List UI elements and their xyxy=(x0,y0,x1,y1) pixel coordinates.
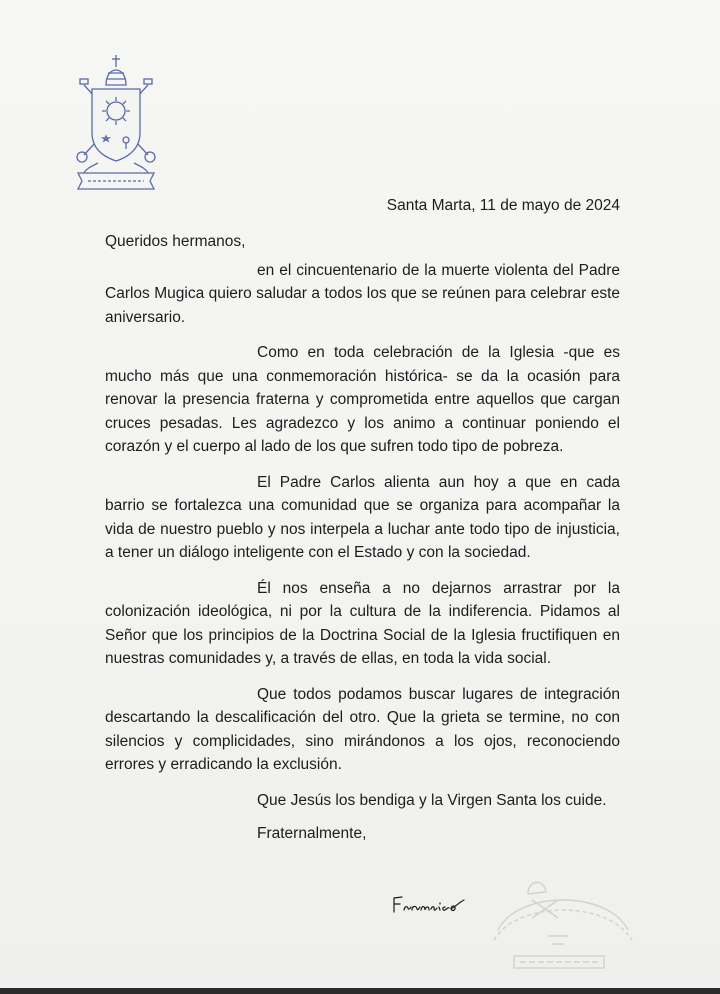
papal-coat-of-arms-icon xyxy=(70,45,162,193)
salutation: Queridos hermanos, xyxy=(105,233,246,250)
letter-body xyxy=(105,230,620,846)
paragraph-2: Como en toda celebración de la Iglesia -que es mucho más que una conmemoración histórica- se da la ocasión para renovar la presencia fraterna y comprometida entre aquellos que cargan cruces pesadas. Les agradezco y los animo a continuar poniendo el corazón y el cuerpo al lado de los que sufren todo tipo de pobreza. xyxy=(105,344,620,455)
bottom-edge xyxy=(0,988,720,994)
letter-date: Santa Marta, 11 de mayo de 2024 xyxy=(386,197,620,214)
paragraph-3: El Padre Carlos alienta aun hoy a que en cada barrio se fortalezca una comunidad que se organiza para acompañar la vida de nuestro pueblo y nos interpela a luchar ante todo tipo de injusticia, a tener un diálogo inteligente con el Estado y con la sociedad. xyxy=(105,473,620,561)
embossed-seal-icon xyxy=(488,870,638,975)
closing-blessing: Que Jesús los bendiga y la Virgen Santa los cuide. xyxy=(257,791,607,809)
paragraph-5: Que todos podamos buscar lugares de integración descartando la descalificación del otro. Que la grieta se termine, no con silencios y complicidades, sino mirándonos a los ojos, reconociendo errores y erradicando la exclusión. xyxy=(105,685,620,773)
paragraph-1: en el cincuentenario de la muerte violenta del Padre Carlos Mugica quiero saludar a todos los que se reúnen para celebrar este aniversario. xyxy=(105,261,620,326)
handwritten-signature xyxy=(390,892,470,918)
paragraph-4: Él nos enseña a no dejarnos arrastrar por la colonización ideológica, ni por la cultura de la indiferencia. Pidamos al Señor que los principios de la Doctrina Social de la Iglesia fructifiquen en nuestras comunidades y, a través de ellas, en toda la vida social. xyxy=(105,579,620,667)
farewell: Fraternalmente, xyxy=(257,825,367,842)
